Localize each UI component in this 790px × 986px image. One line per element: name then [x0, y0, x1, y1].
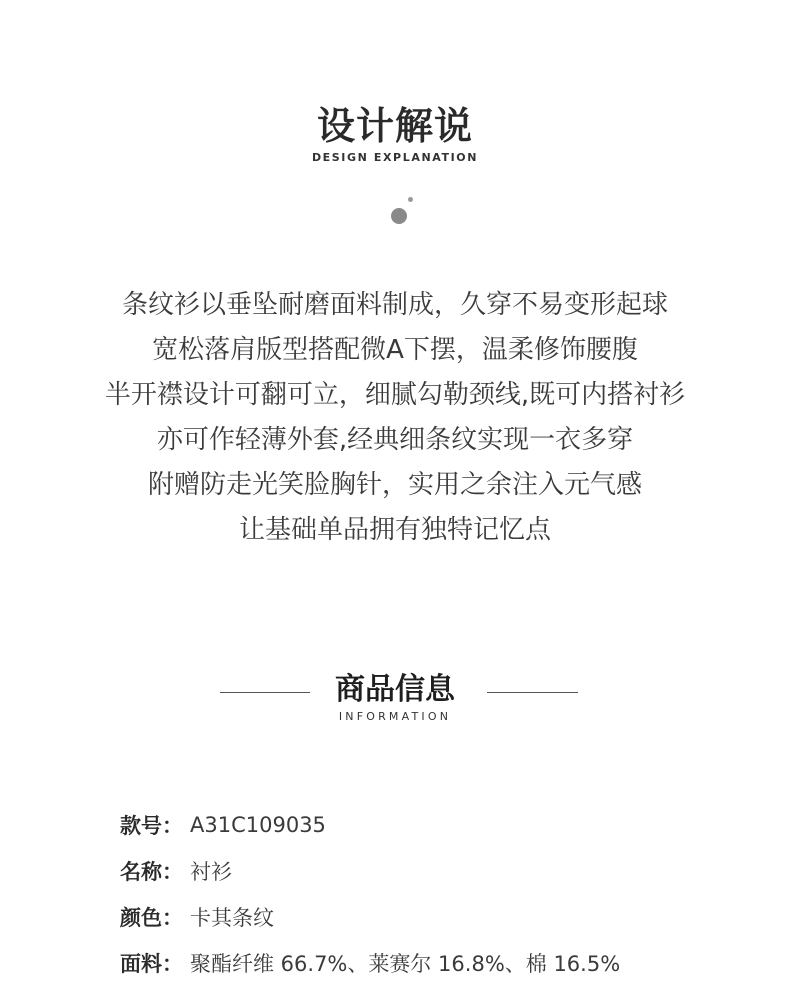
- spec-row-color: [120, 894, 760, 940]
- description-line: 亦可作轻薄外套,经典细条纹实现一衣多穿: [156, 425, 634, 455]
- spec-value: 衬衫: [190, 860, 232, 884]
- decorative-dot-small: [408, 197, 413, 202]
- description-line: 附赠防走光笑脸胸针，实用之余注入元气感: [147, 470, 642, 500]
- spec-value: 聚酯纤维 66.7%、莱赛尔 16.8%、棉 16.5%: [190, 952, 621, 976]
- info-title: 商品信息: [335, 672, 455, 707]
- description-line: 条纹衫以垂坠耐磨面料制成，久穿不易变形起球: [121, 290, 668, 320]
- info-subtitle: INFORMATION: [338, 710, 452, 723]
- spec-value: 卡其条纹: [190, 906, 274, 930]
- spec-label: 面料：: [120, 952, 183, 976]
- spec-list: [120, 802, 760, 986]
- description-line: 宽松落肩版型搭配微A下摆，温柔修饰腰腹: [152, 335, 638, 365]
- spec-row-style-number: [120, 802, 760, 848]
- design-title: 设计解说: [316, 104, 473, 148]
- spec-label: 颜色：: [120, 906, 183, 930]
- spec-label: 款号：: [120, 814, 183, 838]
- description-line: 半开襟设计可翻可立，细腻勾勒颈线,既可内搭衬衫: [104, 380, 686, 410]
- decorative-dot-large: [391, 208, 407, 224]
- design-description: [0, 283, 790, 553]
- info-rule-right: [487, 692, 578, 693]
- design-subtitle: DESIGN EXPLANATION: [311, 151, 479, 164]
- description-line: 让基础单品拥有独特记忆点: [238, 515, 551, 545]
- spec-label: 名称：: [120, 860, 183, 884]
- spec-row-fabric: [120, 940, 760, 986]
- spec-row-name: [120, 848, 760, 894]
- spec-value: A31C109035: [190, 813, 326, 837]
